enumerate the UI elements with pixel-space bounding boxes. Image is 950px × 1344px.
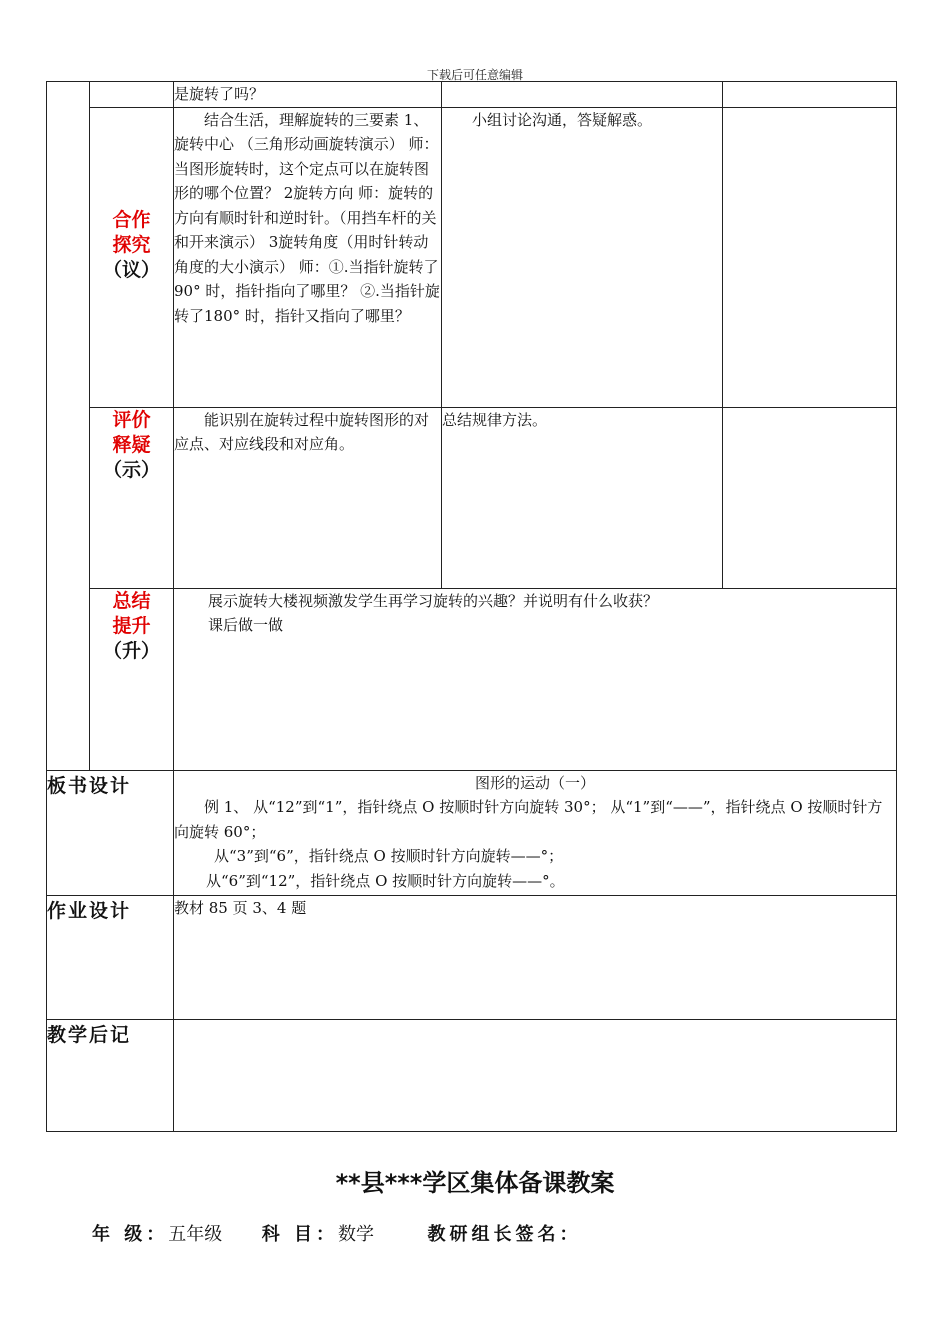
board-line: 从“6”到“12”，指针绕点 O 按顺时针方向旋转——°。: [206, 871, 565, 890]
board-line: 从“3”到“6”，指针绕点 O 按顺时针方向旋转——°；: [214, 847, 564, 865]
teacher-activity-text: 结合生活，理解旋转的三要素 1、旋转中心 （三角形动画旋转演示） 师：当图形旋转时，这个定点可以在旋转图形的哪个位置？ 2旋转方向 师：旋转的方向有顺时针和逆时针。（用挡车杆的关和开来演示） 3旋转角度（用时针转动角度的大小演示） 师：①.当指针旋转了90° 时，指针指向了哪里？ ②.当指针旋转了180° 时，指针又指向了哪里？: [174, 110, 440, 325]
notes-cell: [723, 107, 897, 407]
table-row: [47, 895, 897, 1019]
teacher-activity-cell: [174, 82, 442, 108]
stage-code: （议）: [102, 258, 160, 281]
header-note: 下载后可任意编辑: [426, 68, 523, 82]
summary-line: 展示旋转大楼视频激发学生再学习旋转的兴趣？并说明有什么收获？: [208, 591, 659, 610]
stage-cell: [90, 588, 174, 770]
stage-cell: [90, 82, 174, 108]
document-title: **县***学区集体备课教案: [335, 1169, 615, 1197]
subject-value: 数学: [338, 1224, 375, 1245]
table-row: [47, 1019, 897, 1131]
summary-line: 课后做一做: [208, 616, 284, 634]
table-row: [47, 770, 897, 895]
student-activity-cell: [442, 407, 723, 588]
table-row: [47, 82, 897, 108]
homework-content: [174, 895, 897, 1019]
reflection-label: 教学后记: [47, 1019, 174, 1131]
stage-cell: [90, 107, 174, 407]
notes-cell: [723, 407, 897, 588]
board-design-label: 板书设计: [47, 770, 174, 895]
leader-signature-label: 教研组长签名：: [427, 1224, 582, 1245]
teacher-activity-cell: [174, 107, 442, 407]
reflection-content: [174, 1019, 897, 1131]
stage-label: 合作探究: [112, 208, 151, 256]
student-activity-cell: [442, 107, 723, 407]
teacher-activity-cell: [174, 407, 442, 588]
student-activity-text: 总结规律方法。: [442, 410, 548, 429]
homework-label: 作业设计: [47, 895, 174, 1019]
board-title: 图形的运动（一）: [474, 773, 595, 792]
summary-content-cell: [174, 588, 897, 770]
lesson-plan-table: [46, 81, 897, 1132]
subject-label: 科 目：: [261, 1224, 339, 1245]
homework-text: 教材 85 页 3、4 题: [174, 898, 307, 917]
student-activity-text: 小组讨论沟通，答疑解惑。: [472, 110, 653, 129]
stage-label: 总结提升: [112, 589, 151, 637]
left-margin-cell: [47, 82, 90, 771]
student-activity-cell: [442, 82, 723, 108]
document-meta: [92, 1220, 582, 1246]
table-row: [47, 107, 897, 407]
stage-cell: [90, 407, 174, 588]
teacher-activity-text: 能识别在旋转过程中旋转图形的对应点、对应线段和对应角。: [174, 410, 430, 453]
table-row: [47, 407, 897, 588]
teacher-activity-text: 是旋转了吗？: [174, 85, 265, 103]
board-line: 例 1、 从“12”到“1”，指针绕点 O 按顺时针方向旋转 30°； 从“1”到“——”，指针绕点 O 按顺时针方向旋转 60°；: [174, 798, 883, 841]
grade-label: 年 级：: [92, 1224, 169, 1245]
notes-cell: [723, 82, 897, 108]
stage-code: （升）: [102, 639, 160, 662]
stage-label: 评价释疑: [112, 408, 151, 456]
table-row: [47, 588, 897, 770]
board-design-content: [174, 770, 897, 895]
stage-code: （示）: [102, 458, 160, 481]
grade-value: 五年级: [168, 1224, 223, 1245]
